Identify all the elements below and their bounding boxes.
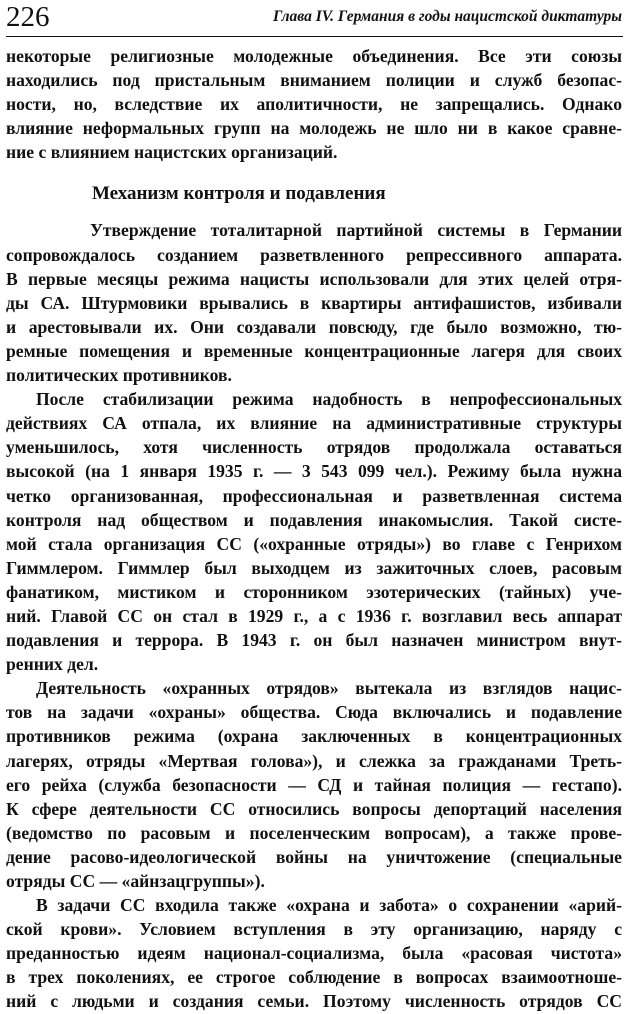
text-line: тов на задачи «охраны» общества. Сюда включались и подавление	[6, 702, 622, 723]
text-line: подавления и террора. В 1943 г. он был назначен министром внут-	[6, 630, 622, 651]
text-line: влияние неформальных групп на молодежь не шло ни в какое сравне-	[6, 118, 622, 139]
text-line: уменьшилось, хотя численность отрядов продолжала оставаться	[6, 437, 622, 458]
text-line: ний с людьми и создания семьи. Поэтому численность отрядов СС	[6, 991, 622, 1012]
text-line: отряды СС — «айнзацгруппы»).	[6, 871, 265, 891]
text-line: дение расово-идеологической войны на уничтожение (специальные	[6, 846, 622, 867]
text-line: После стабилизации режима надобность в непрофессиональных	[36, 389, 622, 410]
text-line: Гиммлером. Гиммлер был выходцем из зажиточных слоев, расовым	[6, 557, 622, 578]
section-heading: Механизм контроля и подавления	[92, 183, 386, 205]
text-line: В первые месяцы режима нацисты использовали для этих целей отря-	[6, 268, 622, 289]
text-line: ний. Главой СС он стал в 1929 г., а с 1936 г. возглавил весь аппарат	[6, 605, 622, 626]
text-line: находились под пристальным вниманием полиции и служб безопас-	[6, 70, 622, 91]
page-header	[6, 0, 622, 36]
running-head: Глава IV. Германия в годы нацистской диктатуры	[273, 8, 622, 25]
text-line: В задачи СС входила также «охрана и забота» о сохранении «арий-	[36, 895, 622, 916]
text-line: ской крови». Условием вступления в эту организацию, наряду с	[6, 919, 622, 940]
paragraph-2	[6, 218, 622, 387]
text-line: ренних дел.	[6, 654, 99, 675]
text-line: преданностью идеям национал-социализма, была «расовая чистота»	[6, 943, 622, 964]
text-line: фанатиком, мистиком и сторонником эзотерических (тайных) уче-	[6, 581, 622, 602]
text-line: мой стала организация СС («охранные отряды») во главе с Генрихом	[6, 533, 622, 554]
text-line: Деятельность «охранных отрядов» вытекала из взглядов нацис-	[36, 678, 622, 699]
paragraph-3	[6, 387, 622, 676]
text-line: лагерях, отряды «Мертвая голова»), и слежка за гражданами Треть-	[6, 750, 622, 771]
paragraph-5	[6, 893, 622, 1013]
paragraph-1	[6, 44, 622, 164]
text-line: ние с влиянием нацистских организаций.	[6, 142, 338, 163]
text-line: (ведомство по расовым и поселенческим вопросам), а также прове-	[6, 822, 622, 843]
text-line: ды СА. Штурмовики врывались в квартиры антифашистов, избивали	[6, 292, 622, 313]
text-line: действиях СА отпала, их влияние на административные структуры	[6, 413, 622, 434]
text-line: Утверждение тоталитарной партийной системы в Германии	[90, 220, 622, 241]
body-text	[6, 44, 622, 1014]
text-line: К сфере деятельности СС относились вопросы депортаций населения	[6, 798, 622, 819]
text-line: и арестовывали их. Они создавали повсюду, где было возможно, тю-	[6, 316, 622, 337]
text-line: высокой (на 1 января 1935 г. — 3 543 099 чел.). Режиму была нужна	[6, 461, 622, 482]
text-line: сопровождалось созданием разветвленного репрессивного аппарата.	[6, 244, 622, 265]
text-line: политических противников.	[6, 365, 232, 386]
text-line: в трех поколениях, ее строгое соблюдение в вопросах взаимоотноше-	[6, 967, 622, 988]
text-line: его рейха (служба безопасности — СД и тайная полиция — гестапо).	[6, 774, 622, 795]
text-line: противников режима (охрана заключенных в концентрационных	[6, 726, 622, 747]
text-line: контроля над обществом и подавления инакомыслия. Такой систе-	[6, 509, 622, 530]
text-line: ремные помещения и временные концентрационные лагеря для своих	[6, 340, 622, 361]
text-line: некоторые религиозные молодежные объединения. Все эти союзы	[6, 46, 622, 66]
paragraph-4	[6, 676, 622, 893]
text-line: ности, но, вследствие их аполитичности, не запрещались. Однако	[6, 94, 622, 115]
header-rule	[6, 36, 623, 37]
page-number: 226	[6, 1, 50, 33]
text-line: четко организованная, профессиональная и разветвленная система	[6, 485, 622, 506]
